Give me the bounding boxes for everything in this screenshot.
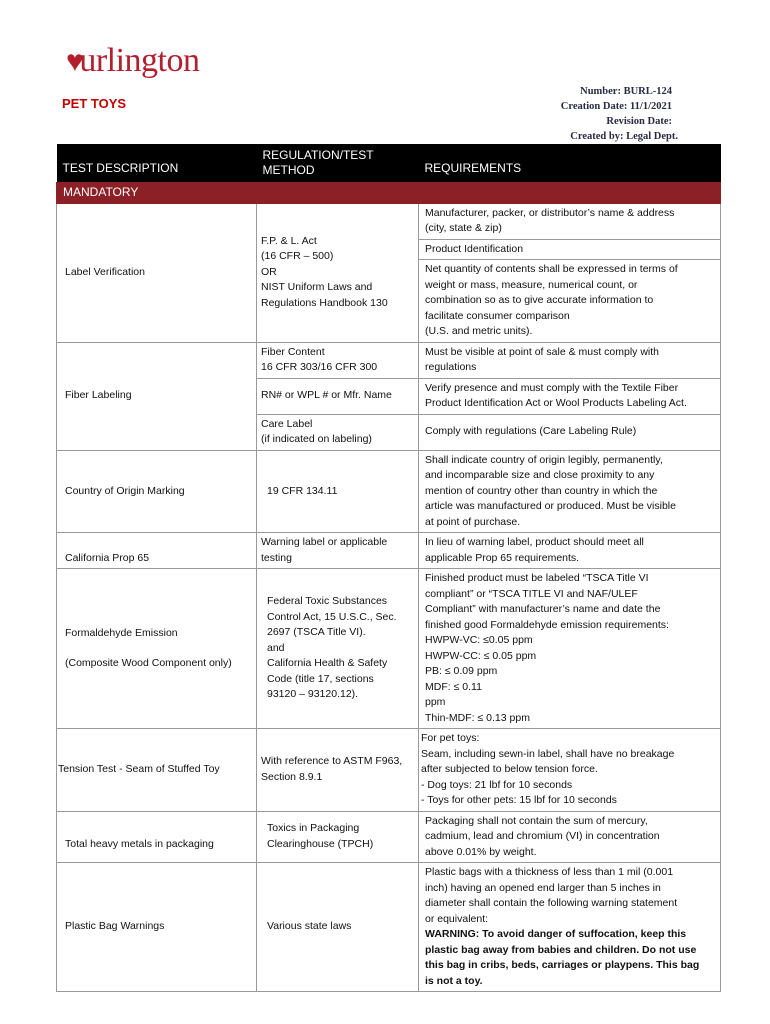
requirement-line: or equivalent:	[425, 912, 489, 925]
method-line: Toxics in Packaging	[267, 822, 360, 835]
requirement-line: cadmium, lead and chromium (VI) in concentration	[425, 830, 660, 842]
requirement-line: ppm	[425, 696, 446, 708]
test-description: Plastic Bag Warnings	[57, 863, 257, 992]
requirement-line: combination so as to give accurate information to	[425, 294, 654, 306]
requirement-line: above 0.01% by weight.	[425, 845, 537, 858]
test-method	[257, 811, 419, 863]
test-method	[257, 203, 419, 342]
requirement-line: inch) having an opened end larger than 5 inches in	[425, 881, 661, 894]
table-row	[57, 450, 721, 533]
requirement	[419, 811, 721, 863]
requirement-line: compliant” or “TSCA TITLE VI and NAF/ULEF	[425, 587, 638, 600]
requirement-line: diameter shall contain the following warning statement	[425, 897, 678, 909]
method-line: Control Act, 15 U.S.C., Sec.	[267, 610, 397, 623]
document-title: PET TOYS	[62, 96, 127, 111]
warning-line: WARNING: To avoid danger of suffocation, keep this	[425, 928, 687, 940]
test-description: Country of Origin Marking	[57, 450, 257, 533]
requirement-line: after subjected to below tension force.	[421, 763, 598, 775]
warning-line: this bag in cribs, beds, carriages or playpens. This bag	[425, 959, 700, 971]
requirements-table	[56, 144, 721, 992]
requirement	[419, 203, 721, 239]
requirement-line: Net quantity of contents shall be expressed in terms of	[425, 263, 678, 275]
document-meta	[560, 84, 678, 144]
requirement-line: regulations	[425, 361, 477, 373]
method-line: testing	[261, 551, 292, 564]
requirement-line: mention of country other than country in which the	[425, 484, 658, 497]
header-test-description: TEST DESCRIPTION	[57, 144, 257, 183]
requirement	[419, 450, 721, 533]
revision-date: Revision Date:	[606, 116, 672, 127]
test-method: RN# or WPL # or Mfr. Name	[257, 378, 419, 414]
test-description	[57, 569, 257, 729]
requirement-line: For pet toys:	[421, 732, 480, 744]
requirement-line: Shall indicate country of origin legibly, permanently,	[425, 453, 663, 466]
created-by: Created by: Legal Dept.	[570, 131, 678, 142]
test-method: 19 CFR 134.11	[257, 450, 419, 533]
method-line: and	[267, 641, 285, 654]
method-line: Care Label	[261, 417, 313, 430]
table-row	[57, 533, 721, 569]
method-line: (16 CFR – 500)	[261, 250, 334, 263]
header-requirements: REQUIREMENTS	[419, 144, 721, 183]
requirement	[419, 342, 721, 378]
table-header-row	[57, 144, 721, 183]
method-line: Fiber Content	[261, 345, 325, 358]
requirement-line: Manufacturer, packer, or distributor’s name & address	[425, 206, 675, 219]
requirement-line: Packaging shall not contain the sum of mercury,	[425, 814, 648, 827]
header-method-line-1: REGULATION/TEST	[262, 148, 374, 162]
table-row	[57, 863, 721, 992]
requirement	[419, 863, 721, 992]
requirement-line: PB: ≤ 0.09 ppm	[425, 665, 498, 677]
table-row	[57, 811, 721, 863]
requirement-line: HWPW-VC: ≤0.05 ppm	[425, 634, 533, 646]
requirement-line: Product Identification Act or Wool Products Labeling Act.	[425, 397, 687, 409]
section-label: MANDATORY	[57, 183, 721, 204]
description-line: Formaldehyde Emission	[65, 626, 178, 639]
doc-number: Number: BURL-124	[580, 86, 672, 97]
warning-line: is not a toy.	[425, 974, 483, 987]
method-line: Federal Toxic Substances	[267, 595, 388, 608]
requirement-line: - Dog toys: 21 lbf for 10 seconds	[421, 778, 573, 791]
requirement	[419, 378, 721, 414]
requirement-line: Compliant” with manufacturer’s name and date the	[425, 603, 661, 615]
test-description: Fiber Labeling	[57, 342, 257, 450]
requirement-line: In lieu of warning label, product should meet all	[425, 536, 644, 548]
requirement	[419, 729, 721, 812]
requirement	[419, 533, 721, 569]
brand-name: urlington	[79, 42, 200, 79]
requirement-line: weight or mass, measure, numerical count, or	[425, 278, 638, 291]
requirement-line: applicable Prop 65 requirements.	[425, 551, 580, 564]
requirement-line: Must be visible at point of sale & must comply with	[425, 345, 660, 358]
table-row	[57, 729, 721, 812]
requirement-line: at point of purchase.	[425, 515, 521, 528]
test-description: California Prop 65	[57, 533, 257, 569]
requirement-line: finished good Formaldehyde emission requirements:	[425, 618, 669, 631]
method-line: California Health & Safety	[267, 657, 388, 670]
warning-line: plastic bag away from babies and children. Do not use	[425, 943, 697, 956]
header-regulation-method	[257, 144, 419, 183]
test-method	[257, 414, 419, 450]
requirement-line: (U.S. and metric units).	[425, 325, 533, 337]
requirement-line: Thin-MDF: ≤ 0.13 ppm	[425, 711, 530, 724]
method-line: Regulations Handbook 130	[261, 296, 388, 309]
test-method	[257, 569, 419, 729]
test-method: Various state laws	[257, 863, 419, 992]
requirement-line: Seam, including sewn-in label, shall have no breakage	[421, 747, 675, 760]
method-line: With reference to ASTM F963,	[261, 755, 403, 768]
requirement-line: MDF: ≤ 0.11	[425, 680, 482, 693]
method-line: OR	[261, 265, 277, 278]
requirement-line: - Toys for other pets: 15 lbf for 10 seconds	[421, 794, 617, 806]
table-row	[57, 569, 721, 729]
method-line: (if indicated on labeling)	[261, 433, 372, 445]
requirement-line: Plastic bags with a thickness of less than 1 mil (0.001	[425, 866, 674, 878]
burlington-logo	[66, 44, 199, 78]
method-line: Code (title 17, sections	[267, 672, 374, 685]
requirement-line: (city, state & zip)	[425, 222, 502, 234]
table-row	[57, 342, 721, 378]
requirement: Comply with regulations (Care Labeling Rule)	[419, 414, 721, 450]
requirement-line: Finished product must be labeled “TSCA Title VI	[425, 572, 649, 584]
requirement-line: and incomparable size and close proximity to any	[425, 469, 655, 481]
test-method	[257, 342, 419, 378]
requirement	[419, 260, 721, 343]
method-line: F.P. & L. Act	[261, 234, 317, 247]
test-method	[257, 533, 419, 569]
description-line: (Composite Wood Component only)	[65, 657, 232, 669]
creation-date: Creation Date: 11/1/2021	[560, 101, 672, 112]
method-line: Warning label or applicable	[261, 536, 388, 548]
test-description: Label Verification	[57, 203, 257, 342]
requirement-line: facilitate consumer comparison	[425, 309, 570, 322]
requirement-line: HWPW-CC: ≤ 0.05 ppm	[425, 649, 537, 662]
section-row-mandatory	[57, 183, 721, 204]
heart-logo-icon: ♥	[66, 45, 84, 78]
method-line: 93120 – 93120.12).	[267, 688, 359, 701]
test-description: Total heavy metals in packaging	[57, 811, 257, 863]
table-row	[57, 203, 721, 239]
requirement-line: article was manufactured or produced. Must be visible	[425, 500, 676, 512]
method-line: NIST Uniform Laws and	[261, 281, 373, 294]
requirement: Product Identification	[419, 239, 721, 260]
test-description: Tension Test - Seam of Stuffed Toy	[57, 729, 257, 812]
test-method	[257, 729, 419, 812]
method-line: 2697 (TSCA Title VI).	[267, 626, 366, 639]
header-method-line-2: METHOD	[262, 163, 315, 177]
requirement	[419, 569, 721, 729]
method-line: Section 8.9.1	[261, 770, 323, 783]
method-line: 16 CFR 303/16 CFR 300	[261, 361, 378, 373]
requirement-line: Verify presence and must comply with the Textile Fiber	[425, 381, 679, 394]
method-line: Clearinghouse (TPCH)	[267, 837, 374, 850]
